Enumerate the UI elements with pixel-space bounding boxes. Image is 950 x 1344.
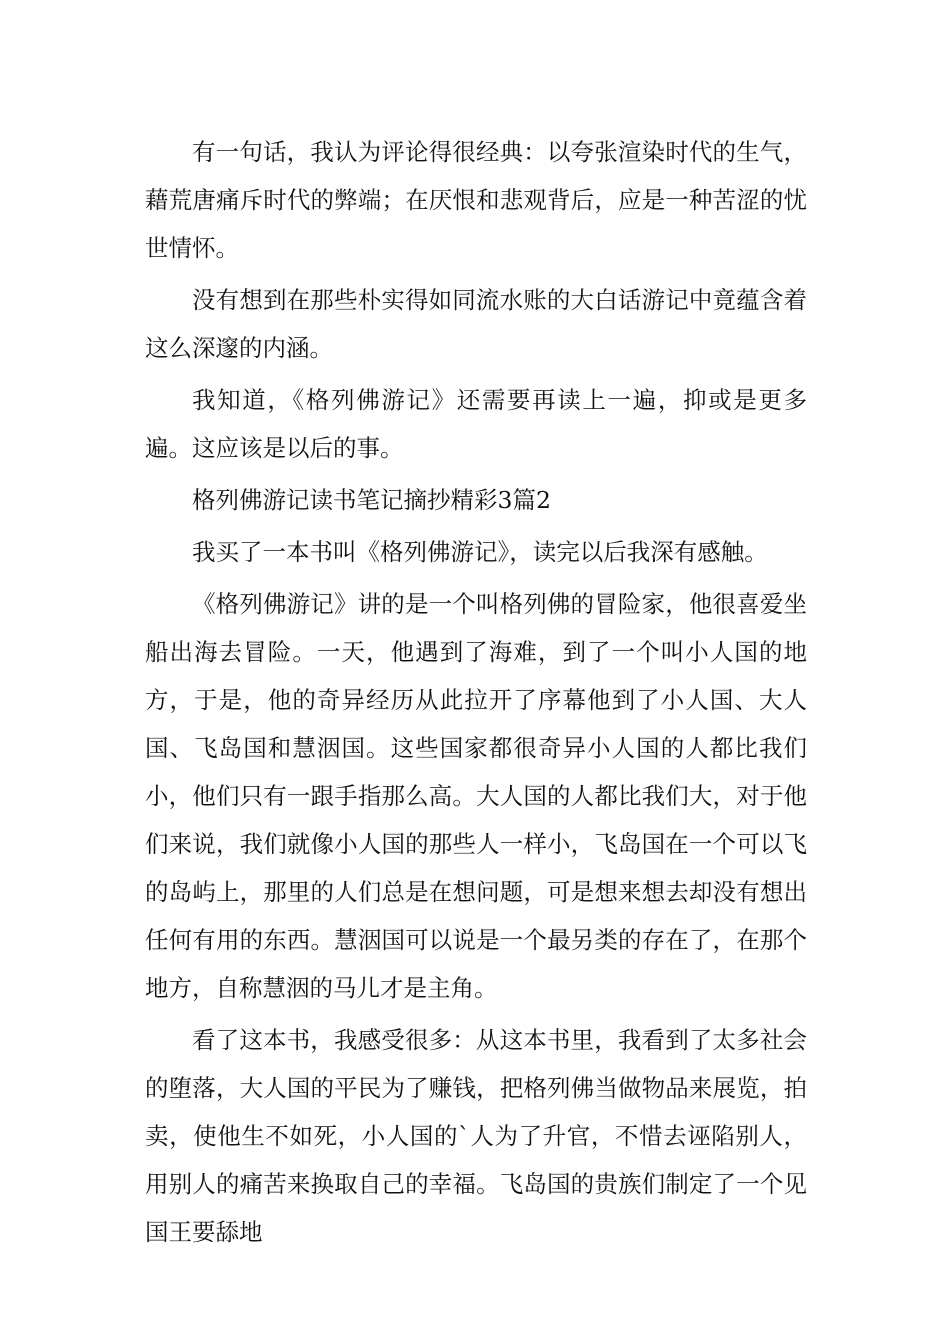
section-heading: 格列佛游记读书笔记摘抄精彩3篇2 [192, 486, 551, 514]
paragraph-6: 看了这本书，我感受很多：从这本书里，我看到了太多社会的堕落，大人国的平民为了赚钱，把格列佛当做物品来展览，拍卖，使他生不如死，小人国的`人为了升官，不惜去诬陷别人，用别人的痛苦来换取自己的幸福。飞岛国的贵族们制定了一个见国王要舔地 [145, 1026, 807, 1246]
paragraph-1: 有一句话，我认为评论得很经典：以夸张渲染时代的生气，藉荒唐痛斥时代的弊端；在厌恨和悲观背后，应是一种苦涩的忧世情怀。 [145, 138, 807, 262]
paragraph-2: 没有想到在那些朴实得如同流水账的大白话游记中竟蕴含着这么深邃的内涵。 [145, 286, 807, 362]
paragraph-5: 《格列佛游记》讲的是一个叫格列佛的冒险家，他很喜爱坐船出海去冒险。一天，他遇到了海难，到了一个叫小人国的地方，于是，他的奇异经历从此拉开了序幕他到了小人国、大人国、飞岛国和慧洇国。这些国家都很奇异小人国的人都比我们小，他们只有一跟手指那么高。大人国的人都比我们大，对于他们来说，我们就像小人国的那些人一样小，飞岛国在一个可以飞的岛屿上，那里的人们总是在想问题，可是想来想去却没有想出任何有用的东西。慧洇国可以说是一个最另类的存在了，在那个地方，自称慧洇的马儿才是主角。 [145, 590, 807, 1002]
paragraph-3: 我知道，《格列佛游记》还需要再读上一遍，抑或是更多遍。这应该是以后的事。 [145, 386, 807, 462]
paragraph-4: 我买了一本书叫《格列佛游记》，读完以后我深有感触。 [192, 538, 768, 566]
document-body [145, 128, 807, 1260]
